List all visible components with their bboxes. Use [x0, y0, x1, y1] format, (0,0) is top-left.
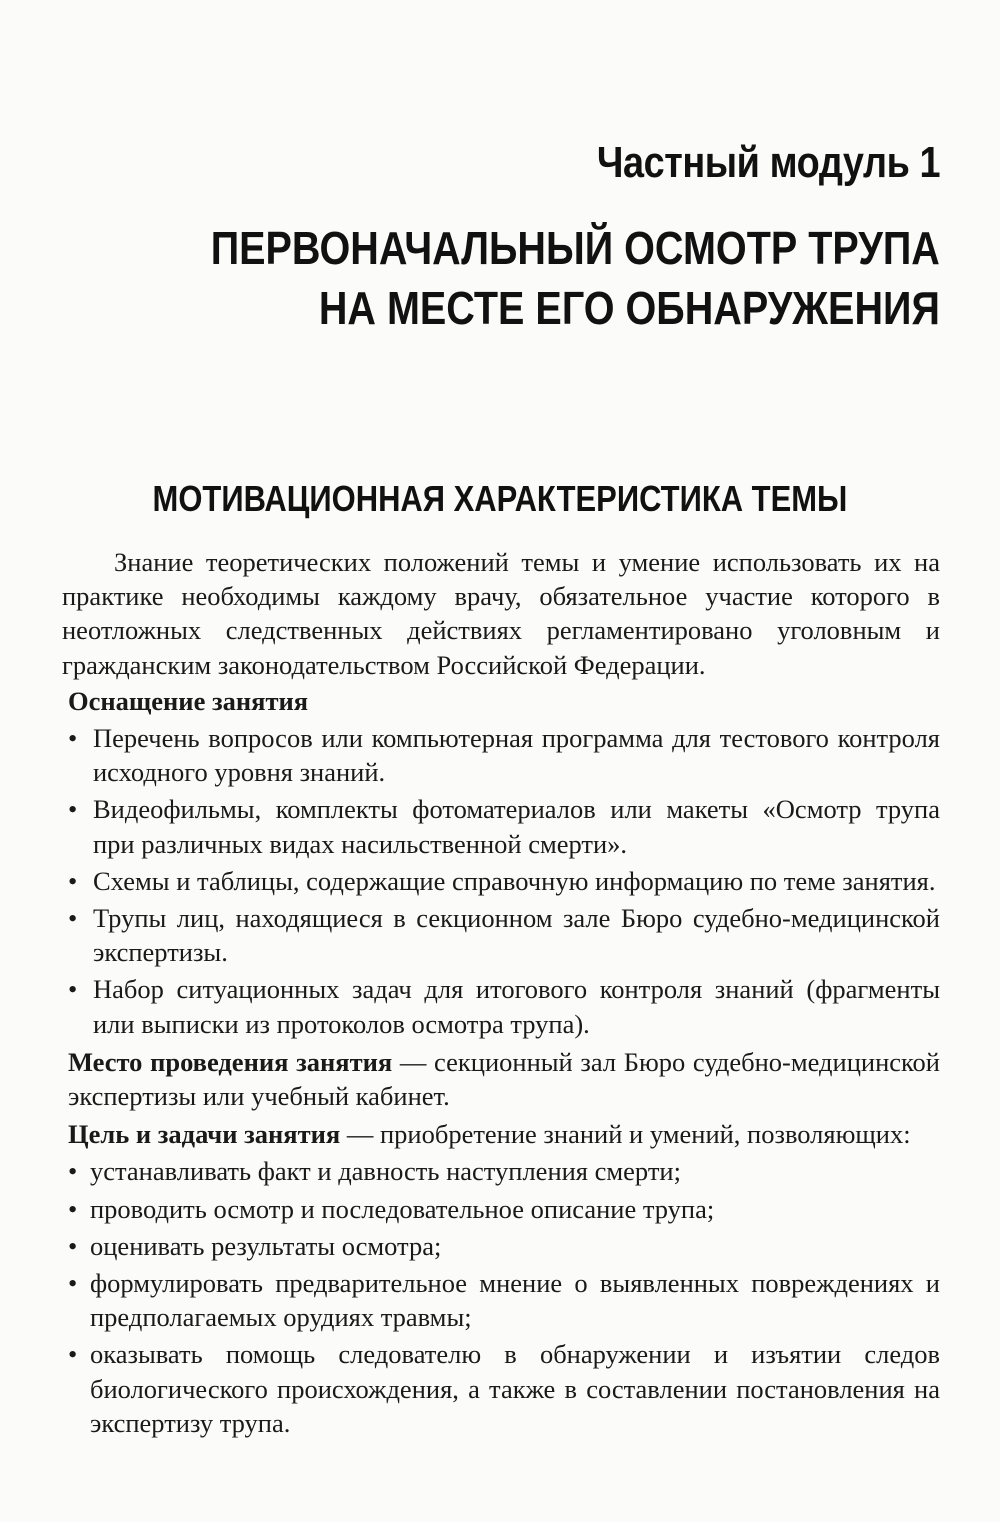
location-label: Место проведения занятия	[68, 1046, 393, 1077]
location-paragraph	[62, 1045, 940, 1113]
bullet-icon: •	[68, 1268, 78, 1299]
list-item	[62, 1229, 940, 1263]
list-item-text: оказывать помощь следователю в обнаружении и изъятии следов биологического происхождения, а также в составлении постановления на экспертизу трупа.	[90, 1339, 940, 1438]
list-item-text: проводить осмотр и последовательное описание трупа;	[90, 1193, 715, 1224]
equipment-list	[62, 721, 940, 1041]
bullet-icon: •	[68, 1193, 78, 1224]
module-title-line-1: ПЕРВОНАЧАЛЬНЫЙ ОСМОТР ТРУПА	[210, 222, 940, 274]
list-item	[62, 1154, 940, 1188]
bullet-icon: •	[68, 794, 78, 825]
list-item-text: оценивать результаты осмотра;	[90, 1230, 442, 1261]
goals-label: Цель и задачи занятия	[68, 1119, 341, 1150]
list-item-text: Трупы лиц, находящиеся в секционном зале Бюро судебно-медицинской экспертизы.	[93, 903, 940, 968]
module-label: Частный модуль 1	[596, 138, 940, 187]
list-item	[62, 972, 940, 1040]
list-item-text: Схемы и таблицы, содержащие справочную информацию по теме занятия.	[93, 865, 936, 896]
bullet-icon: •	[68, 865, 78, 896]
list-item	[62, 1192, 940, 1226]
location-text: — секционный зал Бюро судебно-медицинской экспертизы или учебный кабинет.	[68, 1046, 940, 1112]
bullet-icon: •	[68, 974, 78, 1005]
list-item	[62, 1266, 940, 1334]
intro-paragraph	[62, 545, 940, 682]
goals-list	[62, 1154, 940, 1440]
module-title	[211, 218, 940, 338]
list-item	[62, 1337, 940, 1440]
bullet-icon: •	[68, 1230, 78, 1261]
bullet-icon: •	[68, 723, 78, 754]
list-item	[62, 901, 940, 969]
body-text	[62, 545, 940, 1440]
goals-text: — приобретение знаний и умений, позволяющих:	[340, 1119, 911, 1150]
list-item-text: Видеофильмы, комплекты фотоматериалов или макеты «Осмотр трупа при различных видах насильственной смерти».	[93, 794, 940, 859]
list-item	[62, 792, 940, 860]
intro-text: Знание теоретических положений темы и умение использовать их на практике необходимы каждому врачу, обязательное участие которого в неотложных следственных действиях регламентировано уголовным и гражданским законодательством Российской Федерации.	[62, 547, 940, 680]
list-item	[62, 721, 940, 789]
list-item-text: Перечень вопросов или компьютерная программа для тестового контроля исходного уровня знаний.	[93, 723, 940, 788]
equipment-heading: Оснащение занятия	[68, 685, 309, 716]
module-title-line-2: НА МЕСТЕ ЕГО ОБНАРУЖЕНИЯ	[318, 282, 941, 334]
list-item-text: формулировать предварительное мнение о выявленных повреждениях и предполагаемых орудиях травмы;	[90, 1268, 940, 1333]
bullet-icon: •	[68, 1156, 78, 1187]
list-item	[62, 864, 940, 898]
list-item-text: устанавливать факт и давность наступления смерти;	[90, 1156, 681, 1187]
bullet-icon: •	[68, 903, 78, 934]
list-item-text: Набор ситуационных задач для итогового контроля знаний (фрагменты или выписки из протоколов осмотра трупа).	[93, 974, 940, 1039]
bullet-icon: •	[68, 1339, 78, 1370]
section-heading	[0, 478, 1000, 520]
section-heading-text: МОТИВАЦИОННАЯ ХАРАКТЕРИСТИКА ТЕМЫ	[152, 478, 848, 519]
goals-paragraph	[62, 1117, 940, 1151]
